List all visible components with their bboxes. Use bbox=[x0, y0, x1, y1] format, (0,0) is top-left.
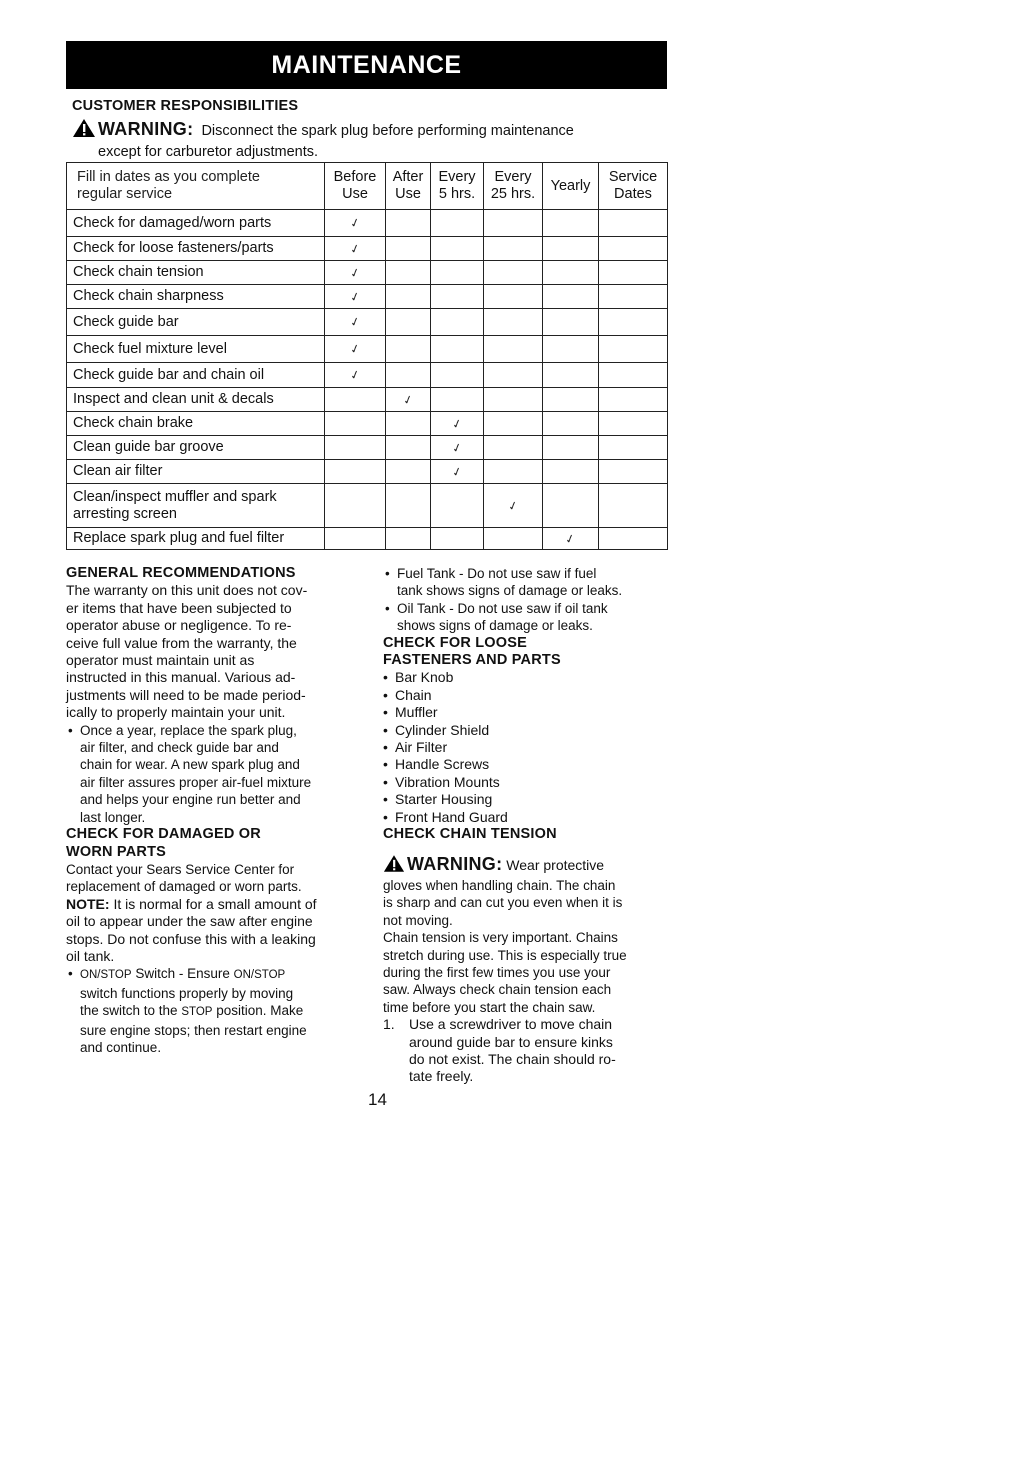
list-item: • Starter Housing bbox=[383, 791, 673, 808]
text-line: shows signs of damage or leaks. bbox=[397, 618, 593, 634]
text-line: and continue. bbox=[80, 1039, 162, 1055]
schedule-cell bbox=[386, 237, 431, 261]
schedule-cell bbox=[599, 237, 668, 261]
damaged-paragraph bbox=[66, 861, 361, 896]
list-item: • Bar Knob bbox=[383, 669, 673, 686]
task-cell: Check guide bar bbox=[67, 309, 325, 336]
section-banner: MAINTENANCE bbox=[66, 41, 667, 89]
schedule-cell bbox=[386, 484, 431, 528]
task-cell: Check guide bar and chain oil bbox=[67, 363, 325, 388]
text-line: during the first few times you use your bbox=[383, 964, 611, 980]
table-header-row bbox=[67, 163, 668, 210]
schedule-cell bbox=[484, 261, 543, 285]
right-column bbox=[383, 565, 673, 1086]
checkmark-icon: ✓ bbox=[348, 240, 362, 257]
schedule-cell bbox=[543, 528, 599, 550]
text-line: • Oil Tank - Do not use saw if oil tank bbox=[397, 600, 608, 616]
schedule-cell bbox=[325, 412, 386, 436]
schedule-cell bbox=[599, 309, 668, 336]
schedule-cell bbox=[543, 460, 599, 484]
task-line: Clean/inspect muffler and spark bbox=[73, 488, 277, 505]
table-row bbox=[67, 388, 668, 412]
text-line: stops. Do not confuse this with a leaking bbox=[66, 930, 316, 947]
text-line: sure engine stops; then restart engine bbox=[80, 1022, 307, 1038]
text-line: Contact your Sears Service Center for bbox=[66, 861, 295, 877]
schedule-cell bbox=[543, 261, 599, 285]
chain-tension-heading: CHECK CHAIN TENSION bbox=[383, 826, 557, 843]
schedule-cell bbox=[431, 436, 484, 460]
text-line: the switch to the bbox=[80, 1003, 178, 1019]
loose-fasteners-list bbox=[383, 669, 673, 826]
schedule-cell bbox=[431, 528, 484, 550]
task-cell: Check chain brake bbox=[67, 412, 325, 436]
text-line: It is normal for a small amount of bbox=[113, 895, 317, 912]
checkmark-icon: ✓ bbox=[348, 366, 362, 384]
schedule-cell bbox=[325, 237, 386, 261]
schedule-cell bbox=[543, 210, 599, 237]
warning-text-line-2: except for carburetor adjustments. bbox=[98, 144, 319, 160]
text-line: oil to appear under the saw after engine bbox=[66, 913, 313, 930]
schedule-cell bbox=[325, 309, 386, 336]
text-line: ically to properly maintain your unit. bbox=[66, 704, 286, 721]
table-row bbox=[67, 412, 668, 436]
text-line: justments will need to be made period- bbox=[66, 686, 306, 703]
schedule-cell bbox=[543, 336, 599, 363]
header-yearly: Yearly bbox=[543, 163, 599, 210]
schedule-cell bbox=[543, 484, 599, 528]
table-row bbox=[67, 309, 668, 336]
customer-responsibilities-heading: CUSTOMER RESPONSIBILITIES bbox=[72, 98, 299, 114]
schedule-cell bbox=[386, 388, 431, 412]
text-line: stretch during use. This is especially true bbox=[383, 947, 627, 963]
chain-tension-paragraph bbox=[383, 929, 673, 1016]
task-cell: Check for loose fasteners/parts bbox=[67, 237, 325, 261]
list-item: • Handle Screws bbox=[383, 756, 673, 773]
text-line: Switch - Ensure bbox=[135, 966, 230, 982]
text-line: last longer. bbox=[80, 809, 146, 825]
task-cell: Check chain tension bbox=[67, 261, 325, 285]
schedule-cell bbox=[431, 484, 484, 528]
list-item: • Muffler bbox=[383, 704, 673, 721]
task-cell: Check fuel mixture level bbox=[67, 336, 325, 363]
step-1 bbox=[383, 1016, 673, 1086]
yearly-bullet bbox=[66, 722, 361, 826]
text-line: time before you start the chain saw. bbox=[383, 999, 596, 1015]
text-line: not moving. bbox=[383, 912, 453, 928]
text-line: Wear protective bbox=[506, 856, 605, 873]
table-row bbox=[67, 436, 668, 460]
schedule-cell bbox=[599, 484, 668, 528]
schedule-cell bbox=[484, 460, 543, 484]
text-line: air filter, and check guide bar and bbox=[80, 740, 279, 756]
note-paragraph bbox=[66, 896, 361, 966]
text-line: oil tank. bbox=[66, 947, 115, 964]
schedule-cell bbox=[599, 388, 668, 412]
schedule-cell bbox=[599, 528, 668, 550]
table-row bbox=[67, 484, 668, 528]
checkmark-icon: ✓ bbox=[450, 463, 464, 480]
oil-tank-bullet bbox=[383, 600, 673, 635]
header-task: Fill in dates as you complete regular service bbox=[67, 163, 325, 210]
checkmark-icon: ✓ bbox=[348, 288, 362, 305]
on-stop-label: ON/STOP bbox=[233, 969, 286, 982]
schedule-cell bbox=[484, 528, 543, 550]
text-line: chain for wear. A new spark plug and bbox=[80, 757, 300, 773]
damaged-parts-heading: CHECK FOR DAMAGED OR WORN PARTS bbox=[66, 826, 261, 860]
warning-triangle-icon bbox=[72, 118, 96, 143]
task-cell: Clean guide bar groove bbox=[67, 436, 325, 460]
task-cell: Clean air filter bbox=[67, 460, 325, 484]
schedule-cell bbox=[599, 285, 668, 309]
schedule-cell bbox=[484, 237, 543, 261]
schedule-cell bbox=[386, 528, 431, 550]
task-cell: Replace spark plug and fuel filter bbox=[67, 528, 325, 550]
schedule-cell bbox=[386, 436, 431, 460]
text-line: tate freely. bbox=[409, 1068, 474, 1085]
schedule-cell bbox=[386, 285, 431, 309]
on-stop-label: ON/STOP bbox=[80, 969, 132, 982]
text-line: gloves when handling chain. The chain bbox=[383, 877, 616, 893]
general-paragraph bbox=[66, 582, 361, 721]
schedule-cell bbox=[386, 460, 431, 484]
schedule-cell bbox=[484, 388, 543, 412]
list-item: • Vibration Mounts bbox=[383, 774, 673, 791]
task-cell: Check for damaged/worn parts bbox=[67, 210, 325, 237]
header-every-5-hrs: Every 5 hrs. bbox=[431, 163, 484, 210]
schedule-cell bbox=[325, 388, 386, 412]
list-item: • Cylinder Shield bbox=[383, 722, 673, 739]
text-line: replacement of damaged or worn parts. bbox=[66, 879, 302, 895]
text-line: Chain tension is very important. Chains bbox=[383, 930, 618, 946]
checkmark-icon: ✓ bbox=[401, 391, 415, 408]
text-line: • Fuel Tank - Do not use saw if fuel bbox=[397, 566, 597, 581]
schedule-cell bbox=[325, 210, 386, 237]
text-line: and helps your engine run better and bbox=[80, 792, 301, 808]
loose-fasteners-heading: CHECK FOR LOOSE FASTENERS AND PARTS bbox=[383, 634, 561, 669]
schedule-cell bbox=[484, 363, 543, 388]
table-row bbox=[67, 528, 668, 550]
header-service-dates: Service Dates bbox=[599, 163, 668, 210]
checkmark-icon: ✓ bbox=[348, 340, 362, 358]
schedule-cell bbox=[484, 285, 543, 309]
checkmark-icon: ✓ bbox=[450, 415, 464, 432]
list-item: • Chain bbox=[383, 687, 673, 704]
left-column bbox=[66, 565, 361, 1056]
schedule-cell bbox=[543, 309, 599, 336]
schedule-cell bbox=[431, 388, 484, 412]
general-recommendations-heading: GENERAL RECOMMENDATIONS bbox=[66, 565, 296, 581]
schedule-cell bbox=[386, 261, 431, 285]
schedule-cell bbox=[386, 363, 431, 388]
page-number: 14 bbox=[368, 1090, 387, 1109]
note-label: NOTE: bbox=[66, 895, 110, 912]
schedule-cell bbox=[484, 412, 543, 436]
schedule-cell bbox=[599, 261, 668, 285]
maintenance-schedule-table bbox=[66, 162, 668, 550]
stop-label: STOP bbox=[181, 1006, 213, 1019]
text-line: er items that have been subjected to bbox=[66, 599, 292, 616]
schedule-cell bbox=[386, 412, 431, 436]
schedule-cell bbox=[386, 309, 431, 336]
schedule-cell bbox=[484, 210, 543, 237]
schedule-cell bbox=[325, 436, 386, 460]
schedule-cell bbox=[543, 412, 599, 436]
schedule-cell bbox=[484, 336, 543, 363]
text-line: instructed in this manual. Various ad- bbox=[66, 669, 296, 686]
header-before-use: Before Use bbox=[325, 163, 386, 210]
schedule-cell bbox=[431, 336, 484, 363]
schedule-cell bbox=[431, 309, 484, 336]
text-line: position. Make bbox=[216, 1003, 304, 1019]
schedule-cell bbox=[543, 436, 599, 460]
checkmark-icon: ✓ bbox=[348, 214, 362, 232]
list-item: • Air Filter bbox=[383, 739, 673, 756]
text-line: ceive full value from the warranty, the bbox=[66, 634, 297, 651]
warning-block bbox=[72, 118, 672, 161]
table-row bbox=[67, 261, 668, 285]
checkmark-icon: ✓ bbox=[348, 264, 362, 281]
schedule-cell bbox=[386, 210, 431, 237]
text-line: operator abuse or negligence. To re- bbox=[66, 617, 292, 634]
schedule-cell bbox=[599, 210, 668, 237]
schedule-cell bbox=[325, 528, 386, 550]
schedule-cell bbox=[325, 460, 386, 484]
header-after-use: After Use bbox=[386, 163, 431, 210]
warning-text-line-1: Disconnect the spark plug before performing maintenance bbox=[201, 123, 574, 139]
schedule-cell bbox=[599, 336, 668, 363]
schedule-cell bbox=[484, 436, 543, 460]
schedule-cell bbox=[431, 237, 484, 261]
text-line: air filter assures proper air-fuel mixture bbox=[80, 774, 312, 790]
chain-warning-block bbox=[383, 854, 673, 930]
task-cell: Check chain sharpness bbox=[67, 285, 325, 309]
warning-label: WARNING: bbox=[98, 119, 194, 139]
text-line: Use a screwdriver to move chain bbox=[409, 1016, 613, 1033]
task-cell bbox=[67, 484, 325, 528]
schedule-cell bbox=[431, 412, 484, 436]
table-row bbox=[67, 336, 668, 363]
schedule-cell bbox=[599, 363, 668, 388]
text-line: The warranty on this unit does not cov- bbox=[66, 582, 308, 599]
checkmark-icon: ✓ bbox=[506, 497, 520, 514]
task-line: arresting screen bbox=[73, 505, 177, 522]
table-row bbox=[67, 210, 668, 237]
table-row bbox=[67, 285, 668, 309]
text-line: saw. Always check chain tension each bbox=[383, 982, 612, 998]
schedule-cell bbox=[431, 460, 484, 484]
checkmark-icon: ✓ bbox=[563, 530, 578, 547]
schedule-cell bbox=[543, 363, 599, 388]
task-cell: Inspect and clean unit & decals bbox=[67, 388, 325, 412]
schedule-cell bbox=[543, 237, 599, 261]
table-row bbox=[67, 363, 668, 388]
schedule-cell bbox=[484, 484, 543, 528]
schedule-cell bbox=[386, 336, 431, 363]
text-line: do not exist. The chain should ro- bbox=[409, 1050, 616, 1067]
schedule-cell bbox=[599, 436, 668, 460]
fuel-tank-bullet bbox=[383, 565, 673, 600]
text-line: switch functions properly by moving bbox=[80, 985, 294, 1001]
schedule-cell bbox=[325, 285, 386, 309]
text-line: operator must maintain unit as bbox=[66, 652, 255, 669]
on-stop-switch-bullet bbox=[66, 965, 361, 1056]
schedule-cell bbox=[599, 412, 668, 436]
schedule-cell bbox=[325, 336, 386, 363]
schedule-cell bbox=[431, 285, 484, 309]
schedule-cell bbox=[431, 363, 484, 388]
warning-label: WARNING: bbox=[407, 853, 503, 874]
text-line: tank shows signs of damage or leaks. bbox=[397, 583, 623, 599]
text-line: around guide bar to ensure kinks bbox=[409, 1033, 613, 1050]
warning-triangle-icon bbox=[383, 854, 405, 877]
text-line: • Once a year, replace the spark plug, bbox=[80, 722, 297, 738]
schedule-cell bbox=[325, 484, 386, 528]
table-row bbox=[67, 237, 668, 261]
checkmark-icon: ✓ bbox=[450, 439, 464, 456]
schedule-cell bbox=[599, 460, 668, 484]
step-number: 1. bbox=[383, 1016, 395, 1033]
schedule-cell bbox=[484, 309, 543, 336]
text-line: is sharp and can cut you even when it is bbox=[383, 895, 623, 911]
schedule-cell bbox=[431, 261, 484, 285]
schedule-cell bbox=[431, 210, 484, 237]
schedule-cell bbox=[543, 388, 599, 412]
schedule-cell bbox=[543, 285, 599, 309]
list-item: • Front Hand Guard bbox=[383, 809, 673, 826]
checkmark-icon: ✓ bbox=[348, 313, 362, 331]
table-row bbox=[67, 460, 668, 484]
schedule-cell bbox=[325, 363, 386, 388]
header-every-25-hrs: Every 25 hrs. bbox=[484, 163, 543, 210]
schedule-cell bbox=[325, 261, 386, 285]
